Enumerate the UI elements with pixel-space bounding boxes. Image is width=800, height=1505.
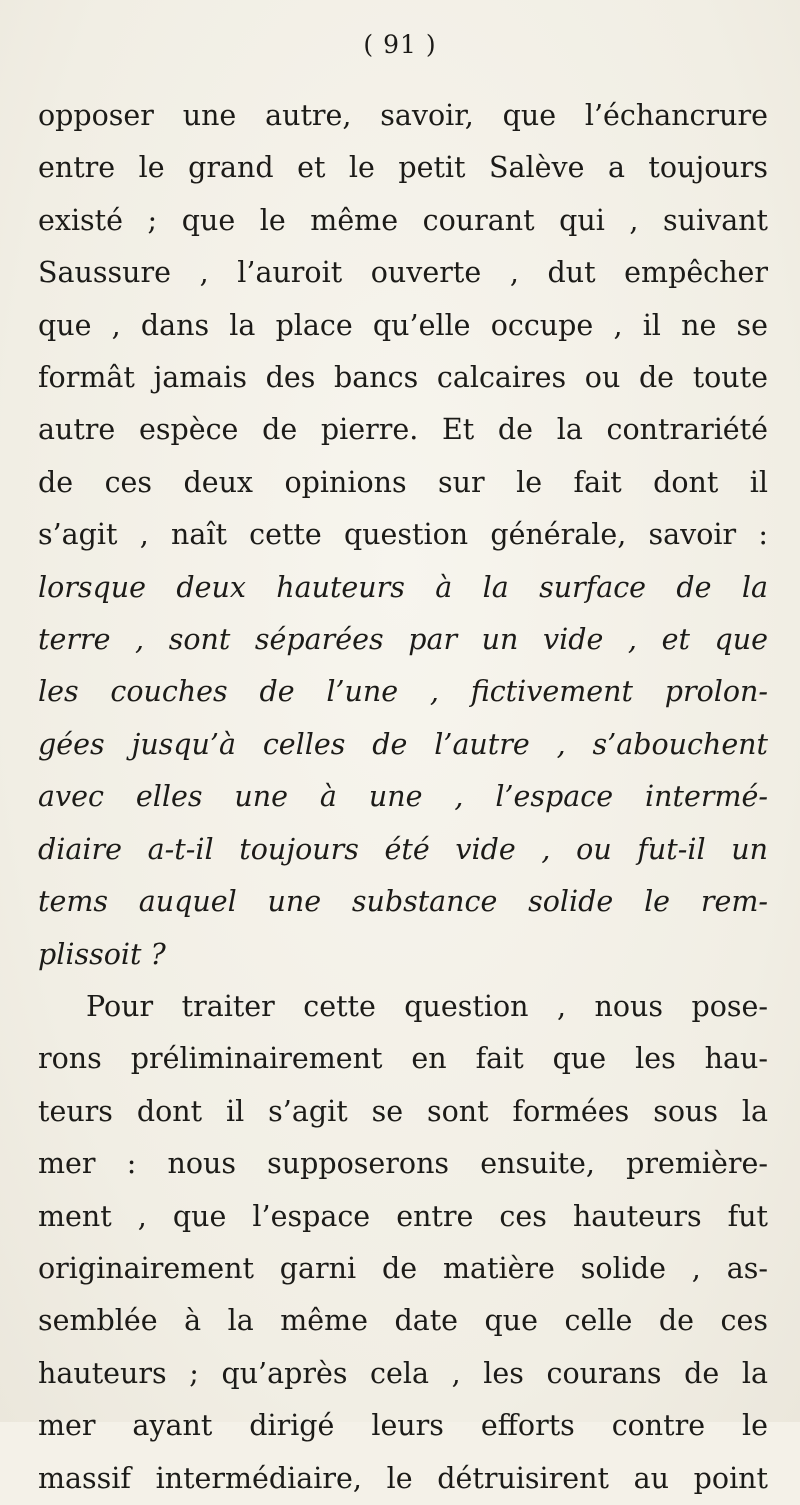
italic-text-line: diaire a-t-il toujours été vide , ou fut-il un	[38, 832, 768, 866]
italic-text-line: terre , sont séparées par un vide , et que	[38, 623, 768, 657]
page-number: ( 91 )	[363, 30, 437, 59]
text-line: entre le grand et le petit Salève a toujours	[38, 151, 768, 185]
italic-text-line: avec elles une à une , l’espace intermé-	[38, 780, 768, 814]
text-line: hauteurs ; qu’après cela , les courans de la	[38, 1356, 768, 1390]
text-line: existé ; que le même courant qui , suivant	[38, 203, 768, 237]
italic-text-line: plissoit ?	[38, 937, 166, 971]
text-line: teurs dont il s’agit se sont formées sous la	[38, 1094, 768, 1128]
text-line: massif intermédiaire, le détruisirent au point	[38, 1461, 768, 1495]
italic-text-line: gées jusqu’à celles de l’autre , s’abouchent	[38, 727, 768, 761]
text-line: rons préliminairement en fait que les hau-	[38, 1042, 768, 1076]
text-line: autre espèce de pierre. Et de la contrariété	[38, 413, 768, 447]
italic-text-line: lorsque deux hauteurs à la surface de la	[38, 570, 768, 604]
text-line: formât jamais des bancs calcaires ou de toute	[38, 361, 768, 395]
text-line: originairement garni de matière solide , as-	[38, 1251, 768, 1285]
text-line: opposer une autre, savoir, que l’échancrure	[38, 99, 768, 132]
text-line: ment , que l’espace entre ces hauteurs fut	[38, 1199, 768, 1233]
text-line: semblée à la même date que celle de ces	[38, 1304, 768, 1338]
body-text	[38, 90, 768, 1505]
text-line: de ces deux opinions sur le fait dont il	[38, 465, 768, 499]
italic-text-line: tems auquel une substance solide le rem-	[38, 885, 768, 919]
text-line: que , dans la place qu’elle occupe , il ne se	[38, 308, 768, 342]
text-line: s’agit , naît cette question générale, savoir :	[38, 518, 768, 552]
paragraph-start-line: Pour traiter cette question , nous pose-	[86, 989, 768, 1023]
text-line: Saussure , l’auroit ouverte , dut empêcher	[38, 256, 768, 290]
text-line: mer : nous supposerons ensuite, première-	[38, 1147, 768, 1181]
text-line: mer ayant dirigé leurs efforts contre le	[38, 1409, 768, 1443]
italic-text-line: les couches de l’une , fictivement prolon-	[38, 675, 768, 709]
